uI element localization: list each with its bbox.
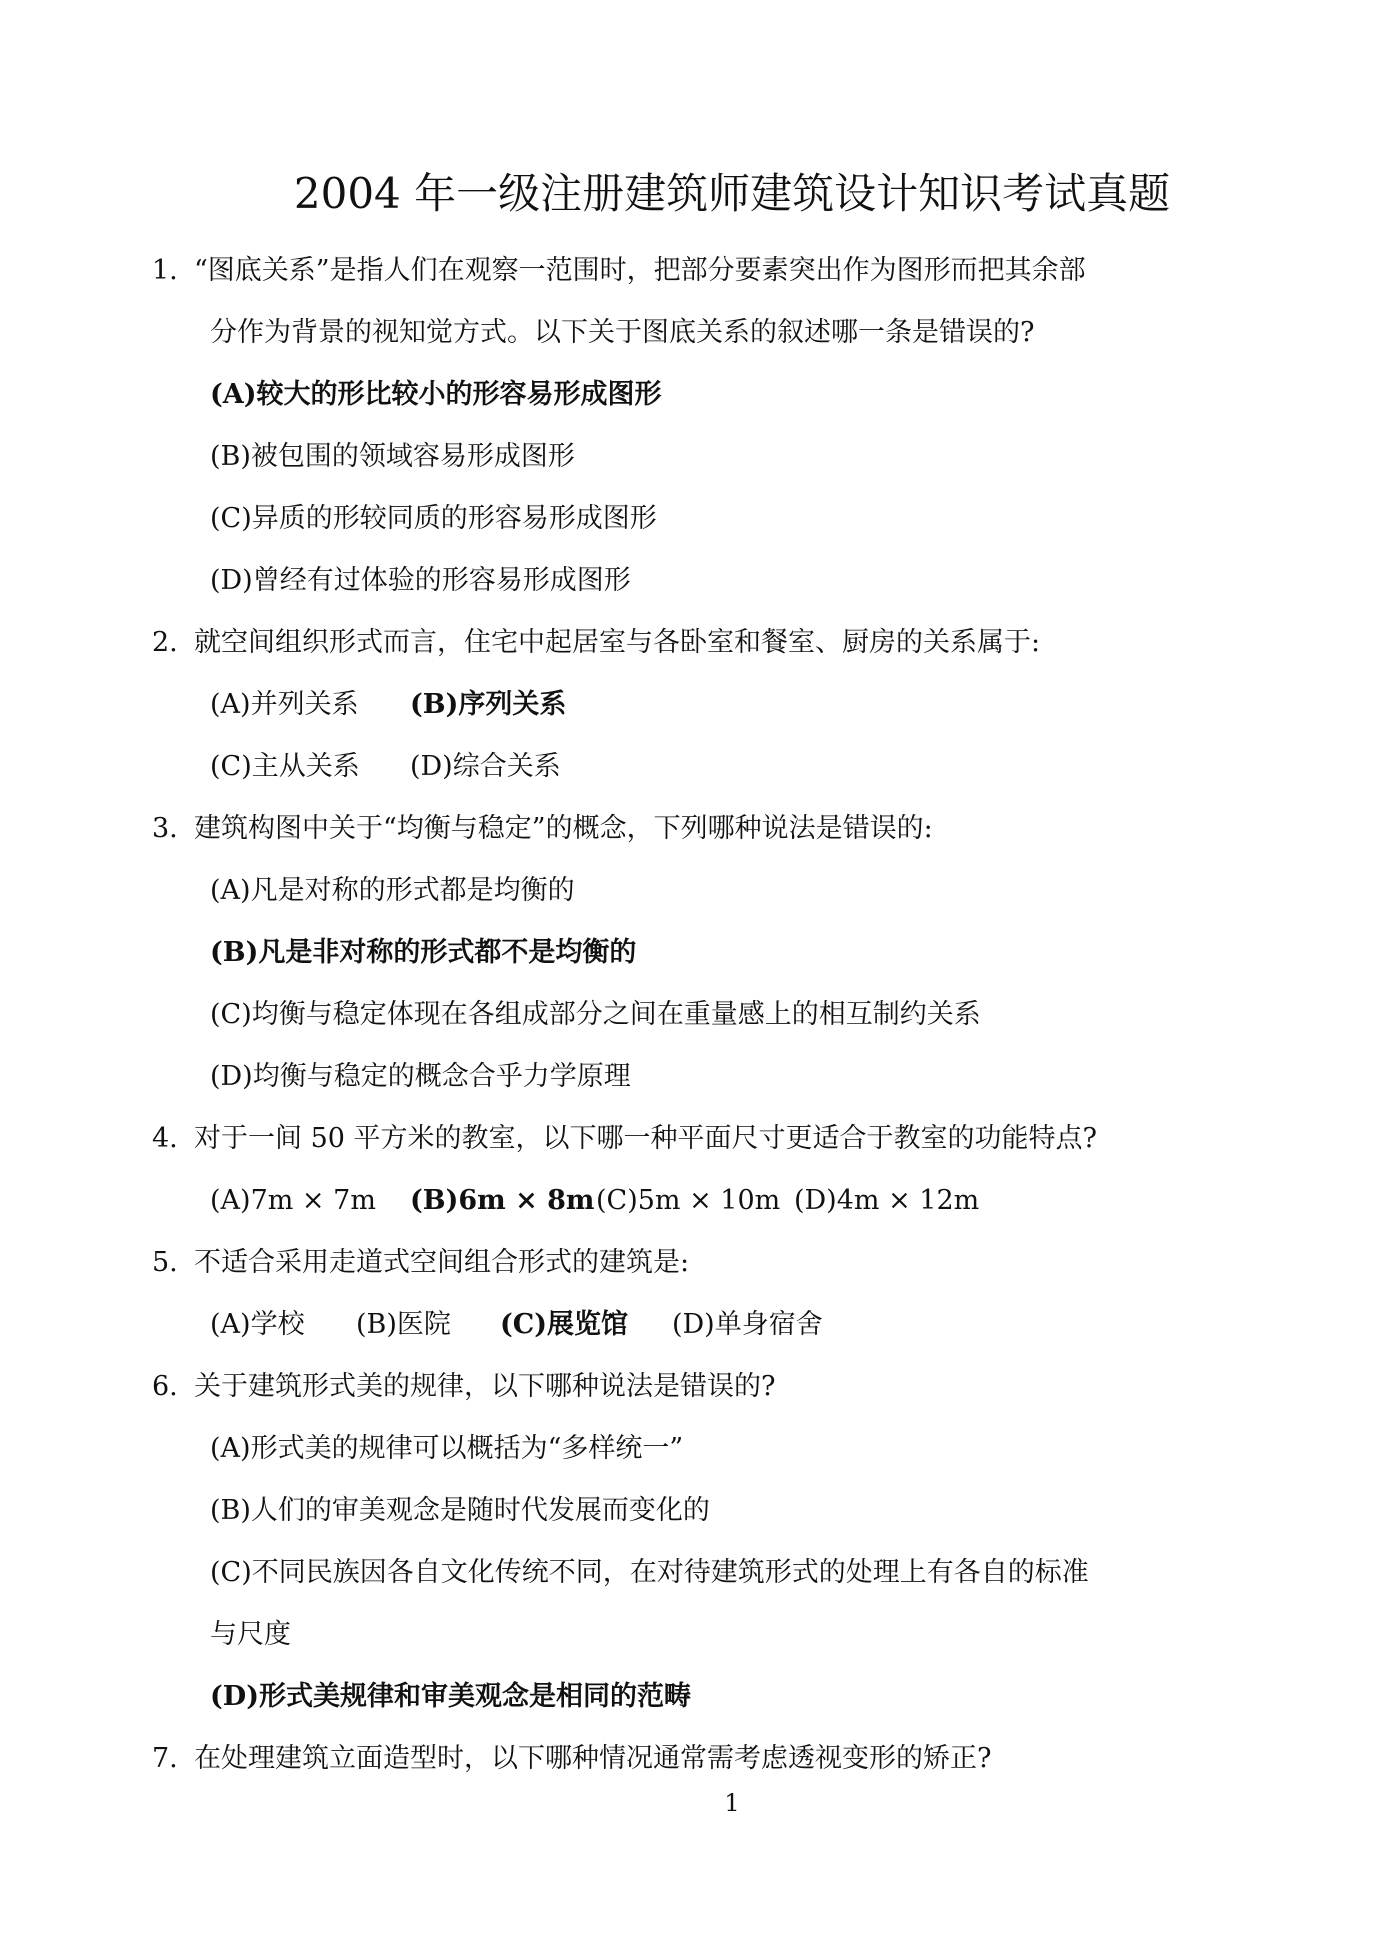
page-title: 2004 年一级注册建筑师建筑设计知识考试真题 [293, 169, 1171, 218]
option-a: (A)较大的形比较小的形容易形成图形 [210, 379, 662, 410]
question-4 [152, 1122, 1097, 1156]
page-number: 1 [724, 1789, 740, 1817]
option-b: (B)被包围的领域容易形成图形 [210, 441, 575, 472]
option-d: (D)均衡与稳定的概念合乎力学原理 [210, 1061, 631, 1092]
option-b: (B)人们的审美观念是随时代发展而变化的 [210, 1495, 710, 1526]
option-d: (D)形式美规律和审美观念是相同的范畴 [210, 1681, 691, 1712]
question-1 [152, 254, 1086, 288]
option-b: (B)序列关系 [410, 689, 567, 720]
option-d: (D)4m × 12m [794, 1185, 980, 1216]
question-3 [152, 812, 933, 846]
option-d: (D)曾经有过体验的形容易形成图形 [210, 565, 631, 596]
option-a: (A)形式美的规律可以概括为“多样统一” [210, 1433, 684, 1464]
question-number: 1. [152, 255, 178, 286]
options-row [210, 1184, 979, 1218]
option-b: (B)凡是非对称的形式都不是均衡的 [210, 937, 637, 968]
question-text: 就空间组织形式而言，住宅中起居室与各卧室和餐室、厨房的关系属于: [194, 627, 1041, 658]
question-7 [152, 1742, 991, 1776]
question-number: 7. [152, 1743, 178, 1774]
option-a: (A)学校 [210, 1309, 305, 1340]
question-text: 建筑构图中关于“均衡与稳定”的概念，下列哪种说法是错误的: [194, 813, 933, 844]
options-row [210, 750, 561, 784]
option-d: (D)综合关系 [410, 751, 561, 782]
options-row [210, 688, 566, 722]
question-number: 5. [152, 1247, 178, 1278]
option-b: (B)医院 [356, 1309, 451, 1340]
question-text: 在处理建筑立面造型时，以下哪种情况通常需考虑透视变形的矫正? [194, 1743, 992, 1774]
options-row [210, 1308, 823, 1342]
question-text-continued: 分作为背景的视知觉方式。以下关于图底关系的叙述哪一条是错误的? [210, 317, 1035, 348]
question-6 [152, 1370, 775, 1404]
question-number: 6. [152, 1371, 178, 1402]
option-a: (A)7m × 7m [210, 1185, 376, 1216]
question-text: 不适合采用走道式空间组合形式的建筑是: [194, 1247, 690, 1278]
question-number: 4. [152, 1123, 178, 1154]
option-c: (C)5m × 10m [596, 1185, 781, 1216]
question-5 [152, 1246, 689, 1280]
option-c: (C)不同民族因各自文化传统不同，在对待建筑形式的处理上有各自的标准 [210, 1557, 1089, 1588]
question-number: 3. [152, 813, 178, 844]
option-c: (C)异质的形较同质的形容易形成图形 [210, 503, 657, 534]
option-a: (A)并列关系 [210, 689, 359, 720]
question-text: 关于建筑形式美的规律，以下哪种说法是错误的? [194, 1371, 776, 1402]
option-d: (D)单身宿舍 [672, 1309, 823, 1340]
question-text: 对于一间 50 平方米的教室，以下哪一种平面尺寸更适合于教室的功能特点? [194, 1123, 1097, 1154]
question-2 [152, 626, 1040, 660]
option-b: (B)6m × 8m [410, 1185, 595, 1216]
option-c-continued: 与尺度 [210, 1619, 291, 1650]
option-c: (C)展览馆 [500, 1309, 629, 1340]
question-number: 2. [152, 627, 178, 658]
option-a: (A)凡是对称的形式都是均衡的 [210, 875, 575, 906]
option-c: (C)均衡与稳定体现在各组成部分之间在重量感上的相互制约关系 [210, 999, 981, 1030]
option-c: (C)主从关系 [210, 751, 360, 782]
question-text: “图底关系”是指人们在观察一范围时，把部分要素突出作为图形而把其余部 [194, 255, 1086, 286]
